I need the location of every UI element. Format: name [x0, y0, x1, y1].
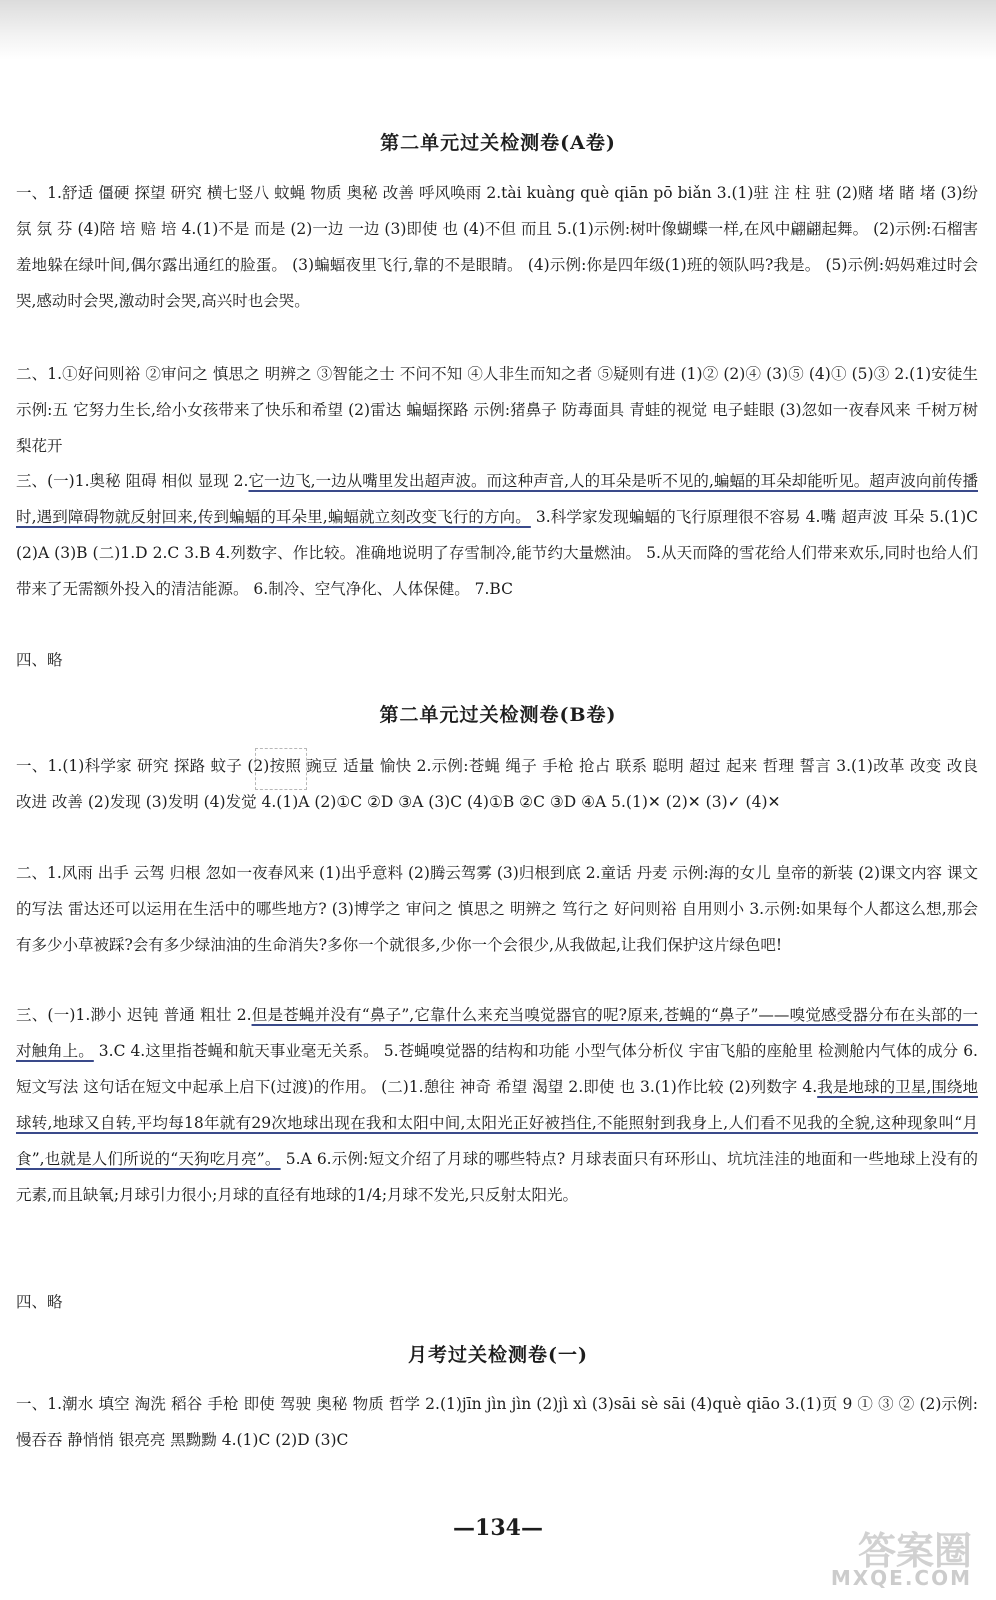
answer-text: 三、(一)1.奥秘 阻碍 相似 显现 2. [16, 472, 249, 490]
answer-text: 三、(一)1.渺小 迟钝 普通 粗壮 2. [16, 1006, 252, 1024]
section-a-part-1: 一、1.舒适 僵硬 探望 研究 横七竖八 蚊蝇 物质 奥秘 改善 呼风唤雨 2.tài kuàng què qiān pō biǎn 3.(1)驻 注 柱 驻 (2)赌 堵 睹 堵 (3)纷 氛 氛 芬 (4)陪 培 赔 培 4.(1)不是 而是 (2)一边 一边 (3)即使 也 (4)不但 而且 5.(1)示例:树叶像蝴蝶一样,在风中翩翩起舞。 (2)示例:石榴害羞地躲在绿叶间,偶尔露出通红的脸蛋。 (3)蝙蝠夜里飞行,靠的不是眼睛。 (4)示例:你是四年级(1)班的领队吗?我是。 (5)示例:妈妈难过时会哭,感动时会哭,激动时会哭,高兴时也会哭。 [16, 184, 978, 310]
underlined-answer: 我是地球的卫星,围绕地球转,地球又自转,平均每18年就有29次地球出现在我和太阳中间,太阳光正好被挡住,不能照射到我身上,人们看不见我的全貌,这种现象叫“月食”,也就是人们所说的“天狗吃月亮”。 [16, 1078, 978, 1168]
section-a-part-4: 四、略 [16, 651, 63, 669]
scan-shadow [0, 0, 996, 60]
section-a-part-2: 二、1.①好问则裕 ②审问之 慎思之 明辨之 ③智能之士 不问不知 ④人非生而知之者 ⑤疑则有进 (1)② (2)④ (3)⑤ (4)① (5)③ 2.(1)安徒生 示例:五 它努力生长,给小女孩带来了快乐和希望 (2)雷达 蝙蝠探路 示例:猪鼻子 防毒面具 青蛙的视觉 电子蛙眼 (3)忽如一夜春风来 千树万树梨花开 [16, 365, 978, 455]
watermark-logo: 答案圈 [857, 1529, 972, 1573]
section-b-part-4: 四、略 [16, 1293, 63, 1311]
section-title: 第二单元过关检测卷(A卷) [380, 132, 616, 154]
section-b-part-3 [16, 997, 978, 1213]
ink-stamp [255, 748, 307, 790]
underlined-answer: 但是苍蝇并没有“鼻子”,它靠什么来充当嗅觉器官的呢?原来,苍蝇的“鼻子”——嗅觉感受器分布在头部的一对触角上。 [16, 1006, 978, 1060]
section-b-part-2: 二、1.风雨 出手 云驾 归根 忽如一夜春风来 (1)出乎意料 (2)腾云驾雾 (3)归根到底 2.童话 丹麦 示例:海的女儿 皇帝的新装 (2)课文内容 课文的写法 雷达还可以运用在生活中的哪些地方? (3)博学之 审问之 慎思之 明辨之 笃行之 好问则裕 自用则小 3.示例:如果每个人都这么想,那会有多少小草被踩?会有多少绿油油的生命消失?多你一个就很多,少你一个会很少,从我做起,让我们保护这片绿色吧! [16, 864, 978, 954]
underlined-answer: 它一边飞,一边从嘴里发出超声波。而这种声音,人的耳朵是听不见的,蝙蝠的耳朵却能听见。超声波向前传播时,遇到障碍物就反射回来,传到蝙蝠的耳朵里,蝙蝠就立刻改变飞行的方向。 [16, 472, 978, 526]
section-b-part-1: 一、1.(1)科学家 研究 探路 蚊子 (2)按照 豌豆 适量 愉快 2.示例:苍蝇 绳子 手枪 抢占 联系 聪明 超过 起来 哲理 誓言 3.(1)改革 改变 改良 改进 改善 (2)发现 (3)发明 (4)发觉 4.(1)A (2)①C ②D ③A (3)C (4)①B ②C ③D ④A 5.(1)✕ (2)✕ (3)✓ (4)✕ [16, 757, 978, 811]
section-c-title-wrap [0, 1340, 996, 1367]
section-b-title-wrap [0, 700, 996, 727]
section-a-part-3 [16, 463, 978, 607]
section-title: 第二单元过关检测卷(B卷) [379, 704, 617, 726]
watermark-url: MXQE.COM [830, 1566, 972, 1590]
answer-text: 3.C 4.这里指苍蝇和航天事业毫无关系。 5.苍蝇嗅觉器的结构和功能 小型气体分析仪 宇宙飞船的座舱里 检测舱内气体的成分 6.短文写法 这句话在短文中起承上启下(过渡)的作用。 (二)1.憩往 神奇 希望 渴望 2.即使 也 3.(1)作比较 (2)列数字 4. [16, 1042, 978, 1096]
section-a-title-wrap [0, 128, 996, 155]
section-c-part-1: 一、1.潮水 填空 淘洗 稻谷 手枪 即使 驾驶 奥秘 物质 哲学 2.(1)jīn jìn jìn (2)jì xì (3)sāi sè sāi (4)què qiāo 3.(1)页 9 ① ③ ② (2)示例:慢吞吞 静悄悄 银亮亮 黑黝黝 4.(1)C (2)D (3)C [16, 1395, 978, 1449]
answer-text: 3.科学家发现蝙蝠的飞行原理很不容易 4.嘴 超声波 耳朵 5.(1)C (2)A (3)B (二)1.D 2.C 3.B 4.列数字、作比较。准确地说明了存雪制冷,能节约大量燃油。 5.从天而降的雪花给人们带来欢乐,同时也给人们带来了无需额外投入的清洁能源。 6.制冷、空气净化、人体保健。 7.BC [16, 508, 978, 598]
page-number: —134— [453, 1515, 543, 1541]
section-title: 月考过关检测卷(一) [408, 1344, 588, 1366]
answer-text: 5.A 6.示例:短文介绍了月球的哪些特点? 月球表面只有环形山、坑坑洼洼的地面和一些地球上没有的元素,而且缺氧;月球引力很小;月球的直径有地球的1/4;月球不发光,只反射太阳光。 [16, 1150, 979, 1204]
